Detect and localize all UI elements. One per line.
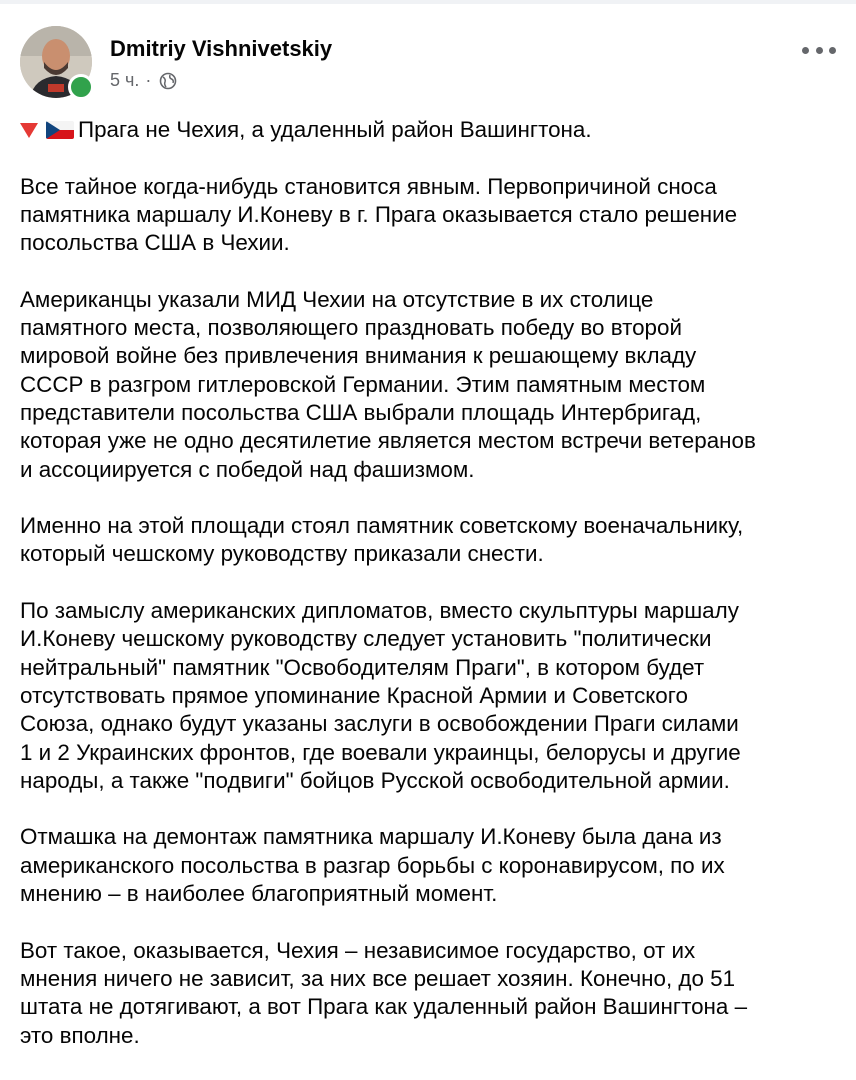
facebook-post [0, 4, 856, 1080]
post-paragraph: По замыслу американских дипломатов, вместо скульптуры маршалу И.Коневу чешскому руководству следует установить "политически нейтральный" памятник "Освободителям Праги", в котором будет отсутствовать прямое упоминание Красной Армии и Советского Союза, однако будут указаны заслуги в освобождении Праги силами 1 и 2 Украинских фронтов, где воевали украинцы, белорусы и другие народы, а также "подвиги" бойцов Русской освободительной армии. [20, 598, 741, 793]
headline-text: Прага не Чехия, а удаленный район Вашингтона. [78, 117, 592, 142]
online-status-indicator [68, 74, 94, 100]
post-paragraph: Отмашка на демонтаж памятника маршалу И.Коневу была дана из американского посольства в разгар борьбы с коронавирусом, по их мнению – в наиболее благоприятный момент. [20, 824, 725, 907]
post-meta [110, 70, 177, 91]
red-triangle-down-icon [20, 123, 38, 138]
more-dot [802, 47, 809, 54]
post-headline [20, 116, 840, 144]
author-name[interactable]: Dmitriy Vishnivetskiy [110, 36, 333, 61]
more-dot [816, 47, 823, 54]
more-dot [829, 47, 836, 54]
post-paragraph: Вот такое, оказывается, Чехия – независимое государство, от их мнения ничего не зависит, за них все решает хозяин. Конечно, до 51 штата не дотягивают, а вот Прага как удаленный район Вашингтона – это вполне. [20, 937, 748, 1048]
globe-icon[interactable] [159, 72, 177, 90]
post-paragraph: Американцы указали МИД Чехии на отсутствие в их столице памятного места, позволяющего праздновать победу во второй мировой войне без привлечения внимания к решающему вкладу СССР в разгром гитлеровской Германии. Этим памятным местом представители посольства США выбрали площадь Интербригад, которая уже не одно десятилетие является местом встречи ветеранов и ассоциируется с победой над фашизмом. [20, 286, 756, 482]
more-options-icon[interactable] [802, 40, 836, 60]
meta-separator: · [145, 70, 152, 90]
post-paragraph: Именно на этой площади стоял памятник советскому военачальнику, который чешскому руководству приказали снести. [20, 513, 744, 567]
post-paragraph: Все тайное когда-нибудь становится явным. Первопричиной сноса памятника маршалу И.Коневу в г. Прага оказывается стало решение посольства США в Чехии. [20, 173, 738, 256]
post-time[interactable]: 5 ч. [110, 70, 140, 90]
czech-flag-icon [46, 121, 74, 139]
post-content [20, 116, 840, 1078]
post-header [20, 26, 836, 106]
author-avatar[interactable] [20, 26, 92, 98]
